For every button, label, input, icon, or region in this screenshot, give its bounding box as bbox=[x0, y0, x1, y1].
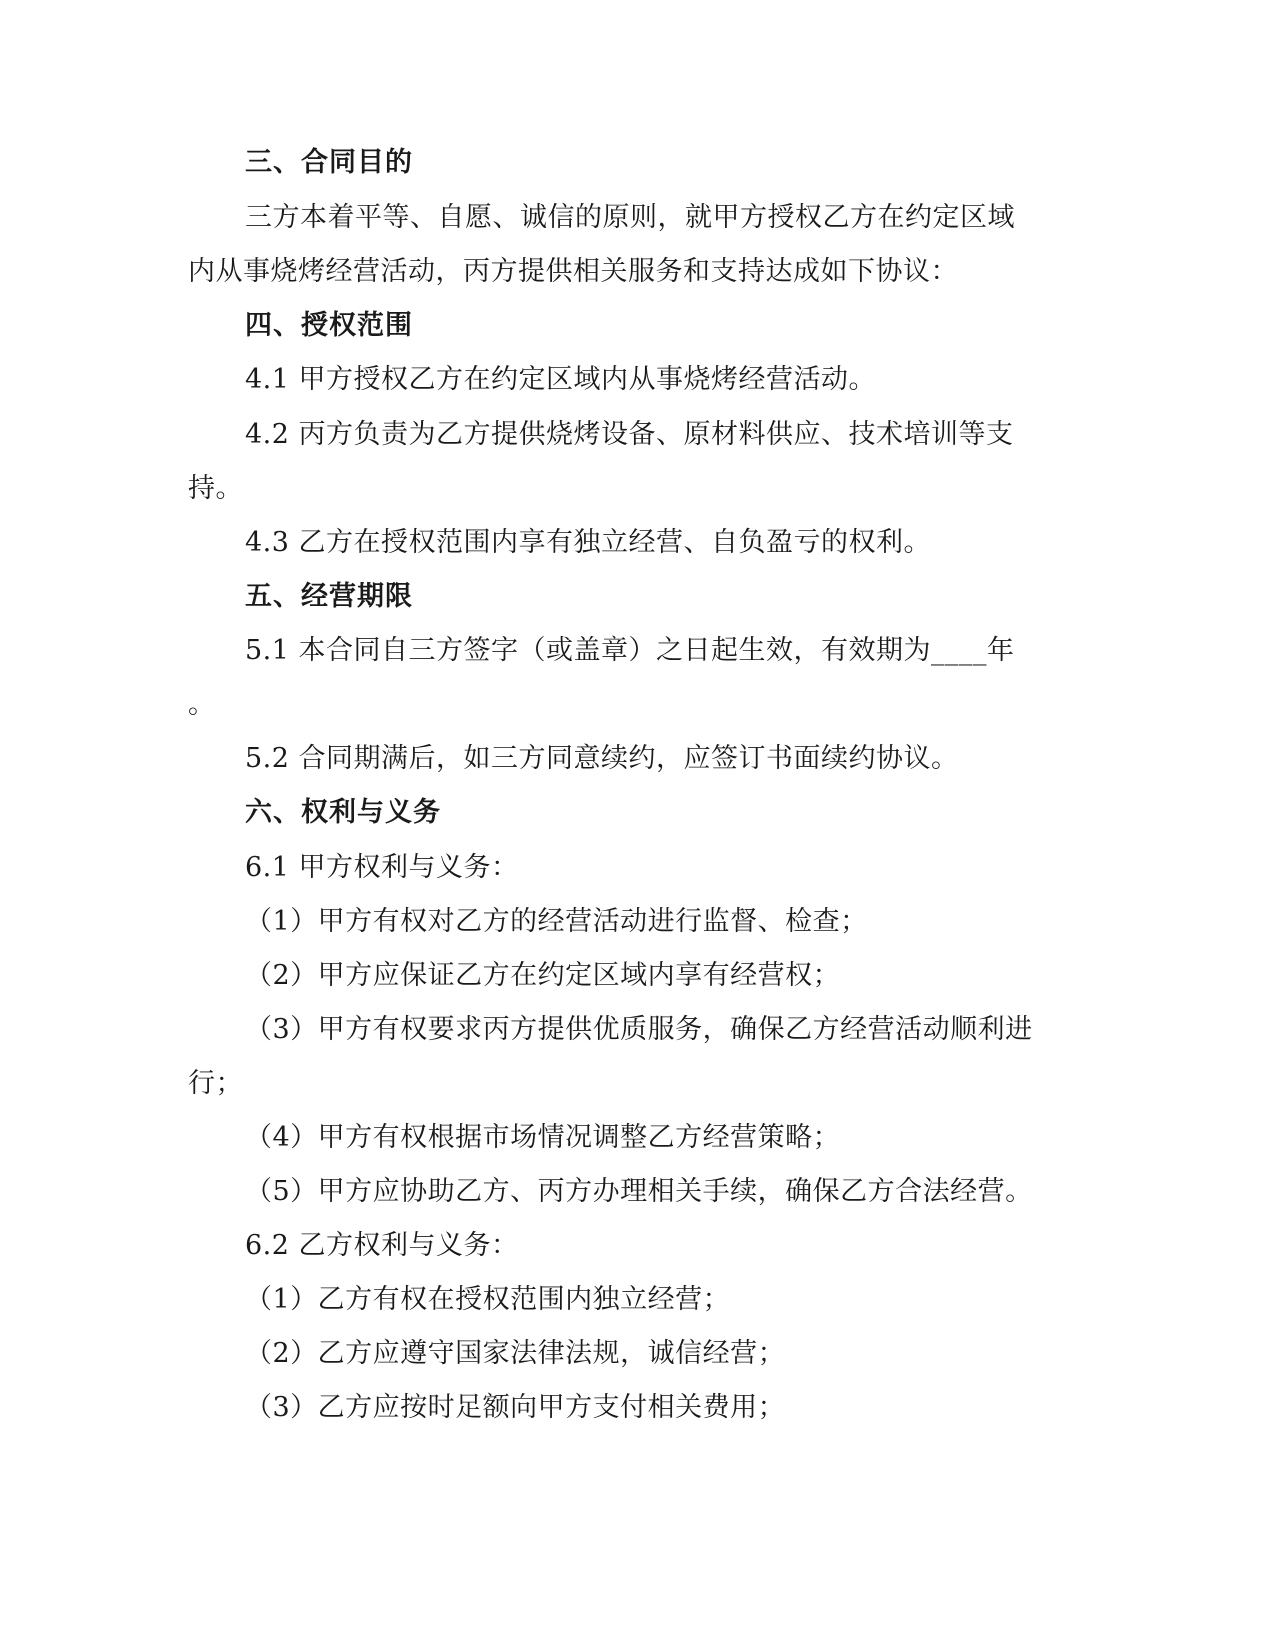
clause-5-1: 5.1 本合同自三方签字（或盖章）之日起生效，有效期为____年 bbox=[245, 635, 1015, 666]
list-item: （1）乙方有权在授权范围内独立经营； bbox=[245, 1284, 731, 1315]
list-item: （2）乙方应遵守国家法律法规，诚信经营； bbox=[245, 1338, 786, 1369]
section-heading-rights: 六、权利与义务 bbox=[245, 797, 441, 828]
paragraph-line: 内从事烧烤经营活动，丙方提供相关服务和支持达成如下协议： bbox=[188, 256, 958, 287]
clause-4-2: 4.2 丙方负责为乙方提供烧烤设备、原材料供应、技术培训等支 bbox=[245, 419, 1014, 450]
list-item: （3）甲方有权要求丙方提供优质服务，确保乙方经营活动顺利进 bbox=[245, 1014, 1033, 1045]
list-item: （4）甲方有权根据市场情况调整乙方经营策略； bbox=[245, 1122, 841, 1153]
section-heading-scope: 四、授权范围 bbox=[245, 310, 413, 341]
list-item: （2）甲方应保证乙方在约定区域内享有经营权； bbox=[245, 960, 841, 991]
clause-5-1-cont: 。 bbox=[188, 689, 216, 720]
list-item: （5）甲方应协助乙方、丙方办理相关手续，确保乙方合法经营。 bbox=[245, 1176, 1033, 1207]
clause-4-3: 4.3 乙方在授权范围内享有独立经营、自负盈亏的权利。 bbox=[245, 527, 932, 558]
section-heading-purpose: 三、合同目的 bbox=[245, 147, 413, 178]
list-item-cont: 行； bbox=[188, 1068, 243, 1099]
list-item: （1）甲方有权对乙方的经营活动进行监督、检查； bbox=[245, 906, 868, 937]
clause-4-1: 4.1 甲方授权乙方在约定区域内从事烧烤经营活动。 bbox=[245, 364, 877, 395]
clause-5-2: 5.2 合同期满后，如三方同意续约，应签订书面续约协议。 bbox=[245, 743, 959, 774]
list-item: （3）乙方应按时足额向甲方支付相关费用； bbox=[245, 1392, 786, 1423]
clause-6-2: 6.2 乙方权利与义务： bbox=[245, 1230, 519, 1261]
section-heading-term: 五、经营期限 bbox=[245, 581, 413, 612]
clause-6-1: 6.1 甲方权利与义务： bbox=[245, 852, 519, 883]
clause-4-2-cont: 持。 bbox=[188, 473, 243, 504]
paragraph-line: 三方本着平等、自愿、诚信的原则，就甲方授权乙方在约定区域 bbox=[245, 202, 1015, 233]
